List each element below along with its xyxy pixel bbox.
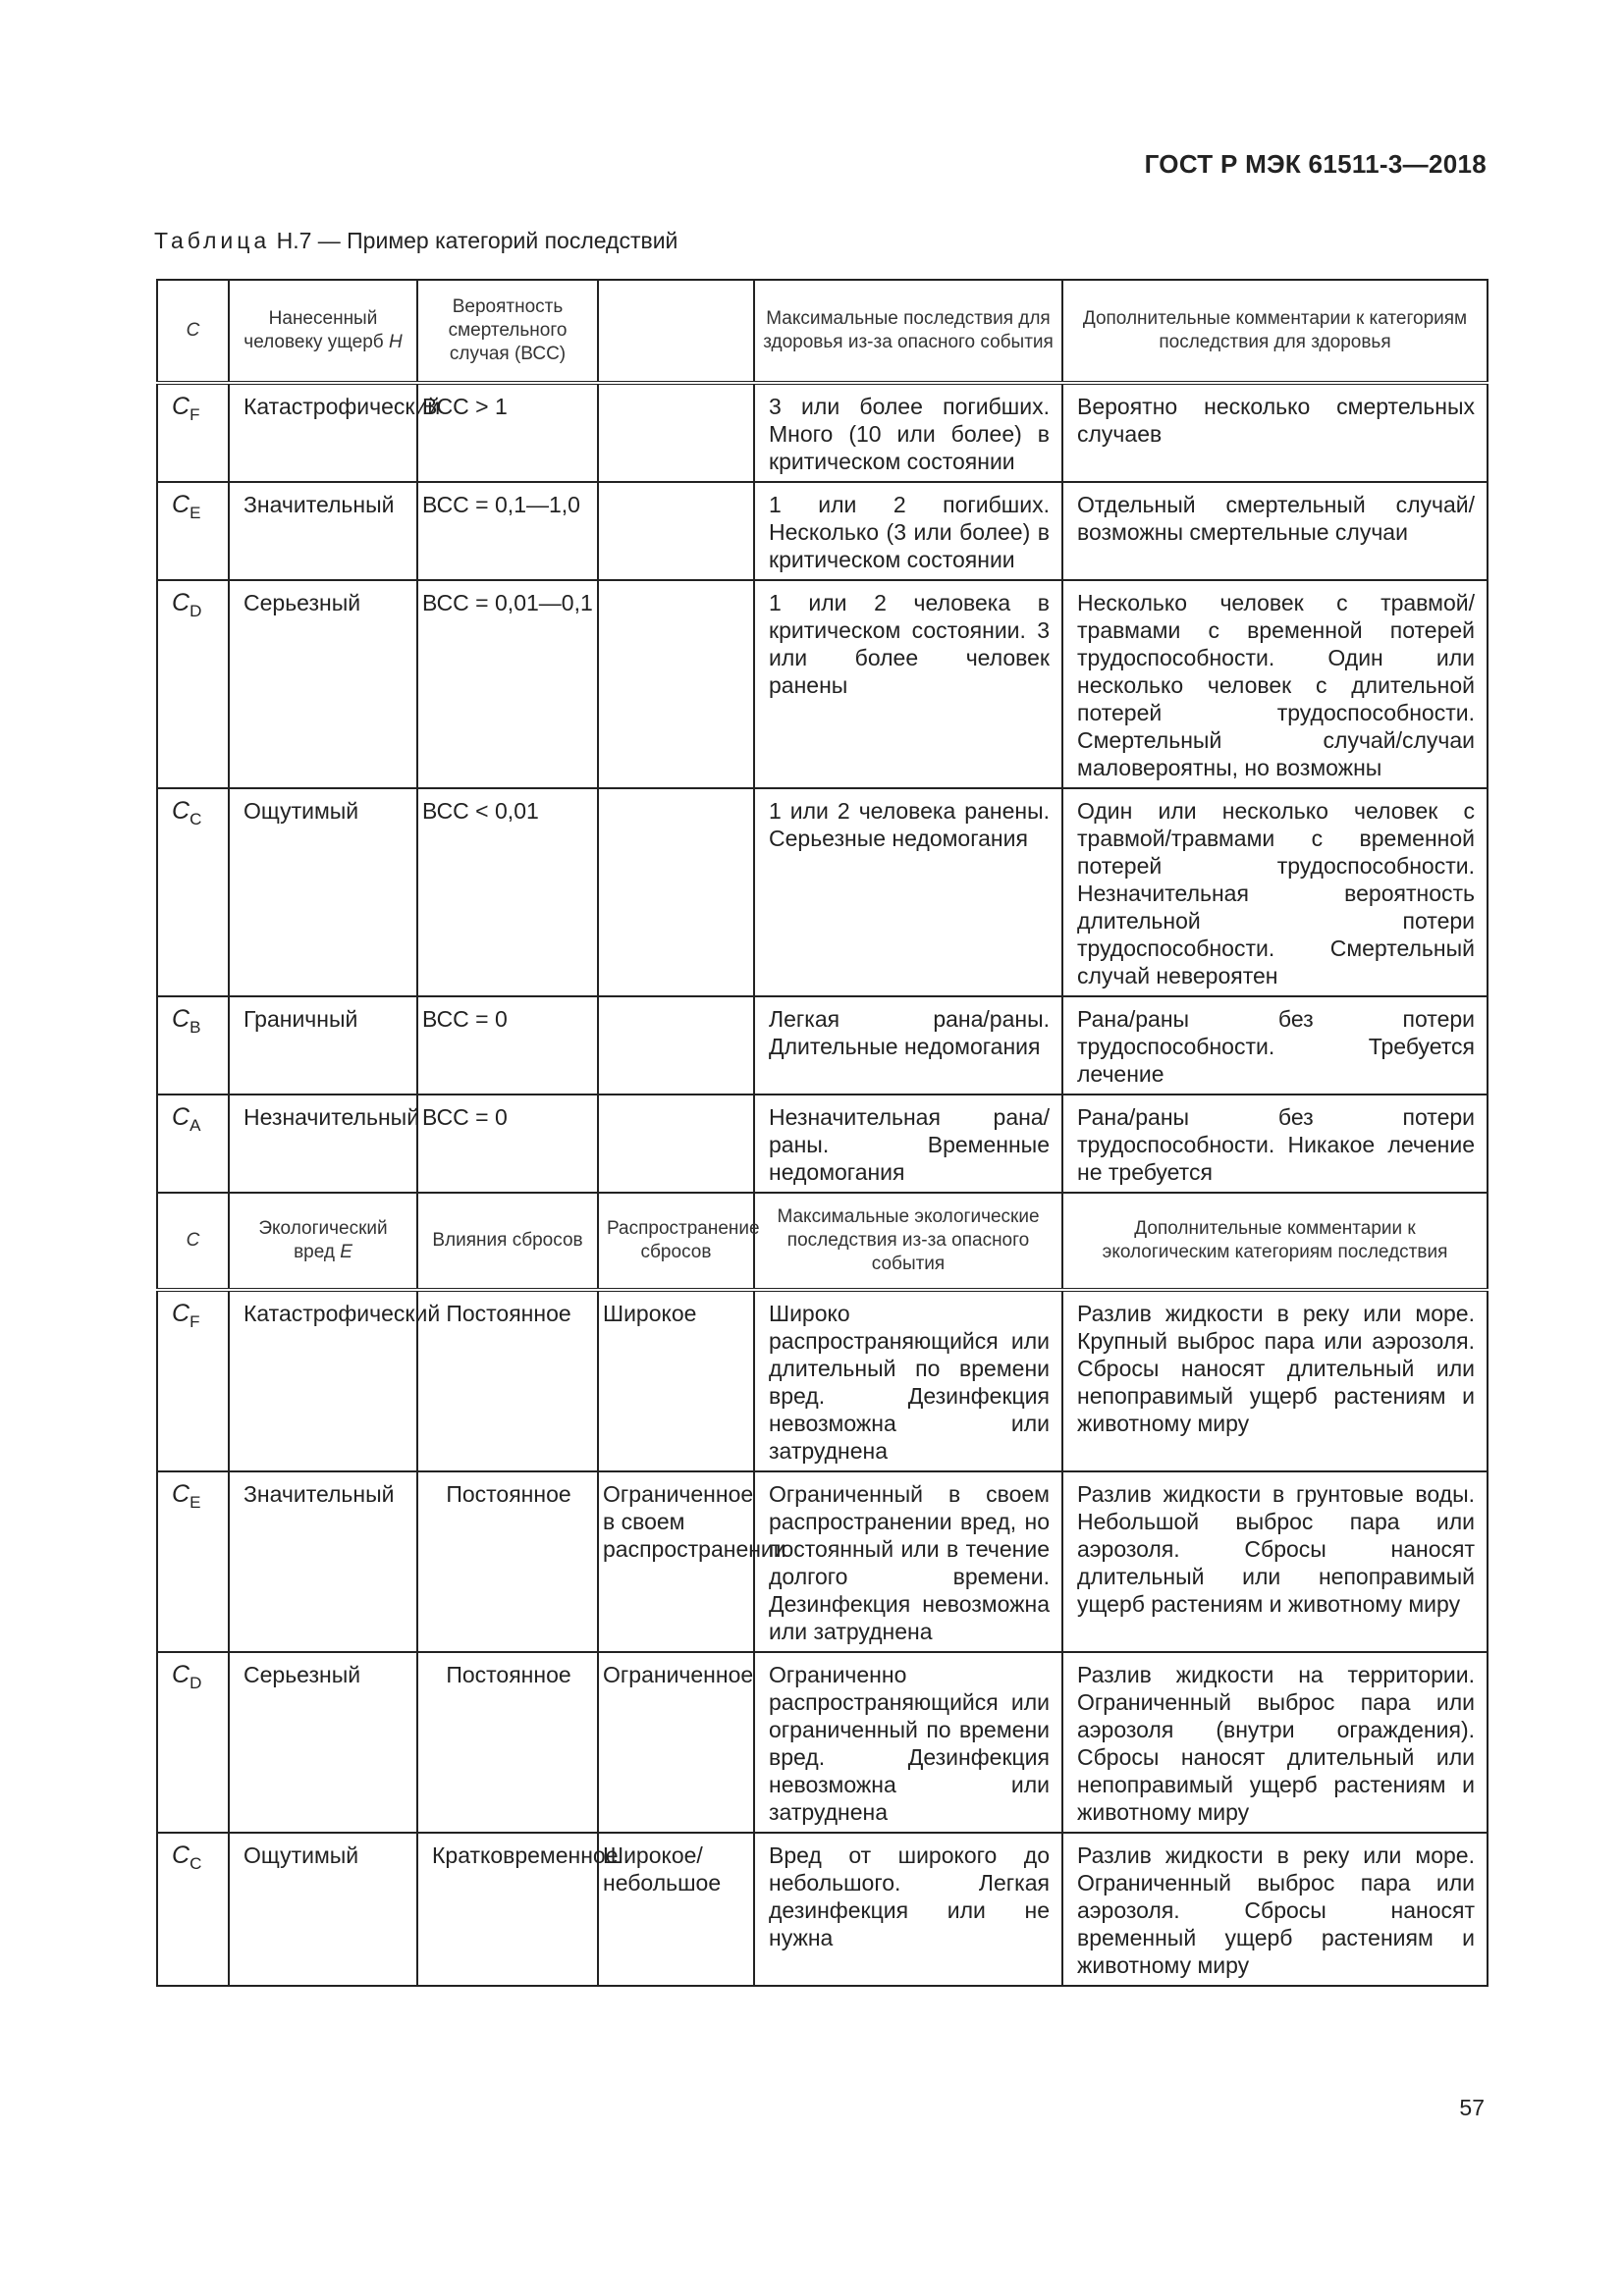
probability-value: ВСС < 0,01 <box>417 788 598 996</box>
spread: Ограниченное в своем распространении <box>598 1471 754 1652</box>
max-consequences: 1 или 2 человека в критическом состоянии. 3 или более человек ранены <box>754 580 1062 788</box>
category-letter: $C_D$ <box>172 1661 202 1692</box>
max-consequences: Незначительная рана/раны. Временные недомогания <box>754 1095 1062 1193</box>
header-c: C <box>157 280 229 383</box>
category-letter: $C_F$ <box>172 1300 200 1331</box>
probability-value: ВСС > 1 <box>417 383 598 482</box>
spread: Широкое <box>598 1290 754 1471</box>
influence: Постоянное <box>417 1471 598 1652</box>
influence: Постоянное <box>417 1290 598 1471</box>
max-consequences: Широко распространяющийся или длительный по времени вред. Дезинфекция невозможна или затруднена <box>754 1290 1062 1471</box>
max-consequences: Вред от широкого до небольшого. Легкая дезинфекция или не нужна <box>754 1833 1062 1986</box>
harm-level: Ощутимый <box>229 788 417 996</box>
extra-cell <box>598 482 754 580</box>
extra-cell <box>598 1095 754 1193</box>
header-harm: Экологический вред E <box>229 1193 417 1290</box>
harm-level: Серьезный <box>229 580 417 788</box>
probability-value: ВСС = 0,1—1,0 <box>417 482 598 580</box>
consequence-categories-table <box>156 279 1489 1987</box>
spread: Ограниченное <box>598 1652 754 1833</box>
harm-level: Ощутимый <box>229 1833 417 1986</box>
page-number: 57 <box>1459 2095 1485 2120</box>
spread: Широкое/небольшое <box>598 1833 754 1986</box>
health-row <box>157 996 1488 1095</box>
harm-level: Значительный <box>229 1471 417 1652</box>
extra-cell <box>598 788 754 996</box>
health-row <box>157 482 1488 580</box>
caption-prefix: Таблица <box>154 228 271 253</box>
category-letter: $C_A$ <box>172 1103 201 1135</box>
health-header-row <box>157 280 1488 383</box>
max-consequences: 3 или более погибших. Много (10 или более) в критическом состоянии <box>754 383 1062 482</box>
category-symbol <box>157 788 229 996</box>
category-letter: $C_C$ <box>172 797 202 828</box>
influence: Постоянное <box>417 1652 598 1833</box>
category-letter: $C_E$ <box>172 491 201 522</box>
comments: Рана/раны без потери трудоспособности. Никакое лечение не требуется <box>1062 1095 1488 1193</box>
harm-level: Значительный <box>229 482 417 580</box>
harm-level: Катастрофический <box>229 1290 417 1471</box>
max-consequences: Ограниченный в своем распространении вред, но постоянный или в течение долгого времени. Дезинфекция невозможна или затруднена <box>754 1471 1062 1652</box>
table-caption <box>154 228 677 254</box>
extra-cell <box>598 383 754 482</box>
category-letter: $C_E$ <box>172 1480 201 1512</box>
health-row <box>157 383 1488 482</box>
category-symbol <box>157 1471 229 1652</box>
header-comments: Дополнительные комментарии к категориям последствия для здоровья <box>1062 280 1488 383</box>
probability-value: ВСС = 0 <box>417 1095 598 1193</box>
max-consequences: 1 или 2 человека ранены. Серьезные недомогания <box>754 788 1062 996</box>
category-symbol <box>157 1095 229 1193</box>
harm-level: Катастрофический <box>229 383 417 482</box>
comments: Отдельный смертельный случай/возможны смертельные случаи <box>1062 482 1488 580</box>
category-letter: $C_C$ <box>172 1842 202 1873</box>
env-row <box>157 1833 1488 1986</box>
header-harm: Нанесенный человеку ущерб H <box>229 280 417 383</box>
influence: Кратковременное <box>417 1833 598 1986</box>
probability-value: ВСС = 0,01—0,1 <box>417 580 598 788</box>
max-consequences: 1 или 2 погибших. Несколько (3 или более) в критическом состоянии <box>754 482 1062 580</box>
health-row <box>157 580 1488 788</box>
header-max-consequences: Максимальные последствия для здоровья из-за опасного события <box>754 280 1062 383</box>
category-symbol <box>157 996 229 1095</box>
header-empty <box>598 280 754 383</box>
extra-cell <box>598 996 754 1095</box>
env-header-row <box>157 1193 1488 1290</box>
max-consequences: Легкая рана/раны. Длительные недомогания <box>754 996 1062 1095</box>
category-symbol <box>157 383 229 482</box>
category-letter: $C_B$ <box>172 1005 201 1037</box>
caption-text: H.7 — Пример категорий последствий <box>270 228 678 253</box>
comments: Рана/раны без потери трудоспособности. Требуется лечение <box>1062 996 1488 1095</box>
probability-value: ВСС = 0 <box>417 996 598 1095</box>
comments: Разлив жидкости в грунтовые воды. Небольшой выброс пара или аэрозоля. Сбросы наносят длительный или непоправимый ущерб растениям и животному миру <box>1062 1471 1488 1652</box>
harm-level: Серьезный <box>229 1652 417 1833</box>
category-letter: $C_F$ <box>172 393 200 424</box>
harm-level: Граничный <box>229 996 417 1095</box>
header-spread: Распространение сбросов <box>598 1193 754 1290</box>
env-row <box>157 1652 1488 1833</box>
header-max-consequences: Максимальные экологические последствия из-за опасного события <box>754 1193 1062 1290</box>
comments: Разлив жидкости в реку или море. Крупный выброс пара или аэрозоля. Сбросы наносят длительный или непоправимый ущерб растениям и животному миру <box>1062 1290 1488 1471</box>
header-influence: Влияния сбросов <box>417 1193 598 1290</box>
extra-cell <box>598 580 754 788</box>
comments: Несколько человек с травмой/травмами с временной потерей трудоспособности. Один или несколько человек с длительной потерей трудоспособности. Смертельный случай/случаи маловероятны, но возможны <box>1062 580 1488 788</box>
document-id: ГОСТ Р МЭК 61511-3—2018 <box>1144 149 1487 179</box>
health-row <box>157 1095 1488 1193</box>
category-symbol <box>157 1833 229 1986</box>
category-symbol <box>157 1652 229 1833</box>
category-symbol <box>157 482 229 580</box>
comments: Вероятно несколько смертельных случаев <box>1062 383 1488 482</box>
health-row <box>157 788 1488 996</box>
header-c: C <box>157 1193 229 1290</box>
comments: Один или несколько человек с травмой/травмами с временной потерей трудоспособности. Незначительная вероятность длительной потери трудоспособности. Смертельный случай невероятен <box>1062 788 1488 996</box>
env-row <box>157 1471 1488 1652</box>
category-symbol <box>157 580 229 788</box>
category-letter: $C_D$ <box>172 589 202 620</box>
comments: Разлив жидкости на территории. Ограниченный выброс пара или аэрозоля (внутри ограждения). Сбросы наносят длительный или непоправимый ущерб растениям и животному миру <box>1062 1652 1488 1833</box>
header-comments: Дополнительные комментарии к экологическим категориям последствия <box>1062 1193 1488 1290</box>
max-consequences: Ограниченно распространяющийся или ограниченный по времени вред. Дезинфекция невозможна или затруднена <box>754 1652 1062 1833</box>
comments: Разлив жидкости в реку или море. Ограниченный выброс пара или аэрозоля. Сбросы наносят временный ущерб растениям и животному миру <box>1062 1833 1488 1986</box>
env-row <box>157 1290 1488 1471</box>
header-probability: Вероятность смертельного случая (ВСС) <box>417 280 598 383</box>
harm-level: Незначительный <box>229 1095 417 1193</box>
category-symbol <box>157 1290 229 1471</box>
